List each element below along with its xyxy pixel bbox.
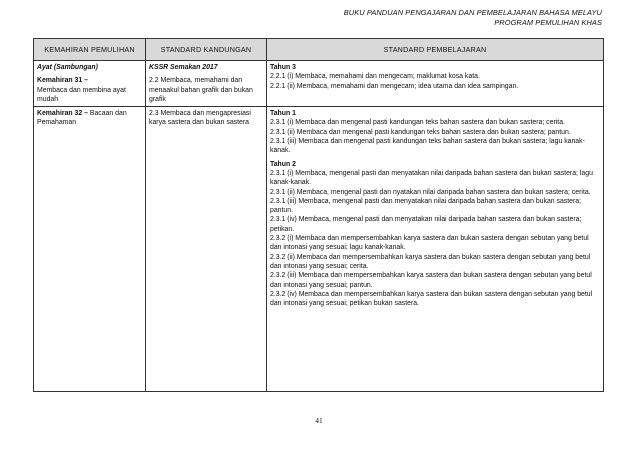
row1-kssr-heading: KSSR Semakan 2017: [149, 64, 218, 71]
row2-kemahiran-cell: [34, 107, 146, 392]
document-header-program: PROGRAM PEMULIHAN KHAS: [494, 18, 602, 27]
list-item: 2.3.2 (iv) Membaca dan mempersembahkan karya sastera dan bukan sastera dengan sebutan yang betul dan intonasi yang sesuai; petikan bukan sastera.: [270, 290, 593, 308]
column-header-standard-kandungan: STANDARD KANDUNGAN: [146, 39, 267, 61]
list-item: 2.3.2 (ii) Membaca dan mempersembahkan karya sastera dan bukan sastera dengan sebutan yang betul dan intonasi yang sesuai; cerita.: [270, 253, 591, 270]
list-item: 2.3.2 (iii) Membaca dan mempersembahkan karya sastera dan bukan sastera dengan sebutan yang betul dan intonasi yang sesuai; pantun.: [270, 272, 592, 289]
list-item: 2.3.1 (iv) Membaca, mengenal pasti dan menyatakan nilai daripada bahan sastera dan bukan sastera; petikan.: [270, 216, 582, 233]
row1-standard-pembelajaran-cell: [267, 61, 604, 107]
list-item: 2.3.1 (ii) Membaca, mengenal pasti dan nyatakan nilai daripada bahan sastera dan bukan sastera; cerita.: [270, 188, 591, 196]
row1-standard-kandungan-text: 2.2 Membaca, memahami dan menaakul bahan grafik dan bukan grafik: [149, 77, 253, 103]
column-header-standard-pembelajaran: STANDARD PEMBELAJARAN: [267, 39, 604, 61]
column-header-kemahiran: KEMAHIRAN PEMULIHAN: [34, 39, 146, 61]
table-row: [34, 61, 604, 107]
curriculum-table: [33, 38, 604, 392]
row1-standard-kandungan-cell: [146, 61, 267, 107]
row1-skill-title: Kemahiran 31 –: [37, 77, 88, 85]
list-item: 2.2.1 (i) Membaca, memahami dan mengecam; maklumat kosa kata.: [270, 73, 480, 81]
row1-tahun-heading: Tahun 3: [270, 64, 296, 71]
list-item: 2.3.2 (i) Membaca dan mempersembahkan karya sastera dan bukan sastera dengan sebutan yang betul dan intonasi yang sesuai; lagu kanak-kanak.: [270, 235, 589, 252]
list-item: 2.3.1 (i) Membaca, mengenal pasti dan menyatakan nilai daripada bahan sastera dan bukan sastera; lagu kanak-kanak.: [270, 169, 593, 187]
tahun2-heading: Tahun 2: [270, 160, 296, 168]
row2-standard-kandungan-text: 2.3 Membaca dan mengapresiasi karya sastera dan bukan sastera: [149, 110, 251, 127]
list-item: 2.3.1 (i) Membaca dan mengenal pasti kandungan teks bahan sastera dan bukan sastera; cerita.: [270, 119, 565, 127]
row1-skill-text: Membaca dan membina ayat mudah: [37, 86, 126, 103]
table-header-row: [34, 39, 604, 61]
page-number: 41: [315, 416, 323, 425]
list-item: 2.3.1 (iii) Membaca dan mengenal pasti kandungan teks bahan sastera dan bukan sastera; lagu kanak-kanak.: [270, 138, 585, 155]
row1-kemahiran-cell: [34, 61, 146, 107]
row2-standard-kandungan-cell: [146, 107, 267, 392]
document-header-title: BUKU PANDUAN PENGAJARAN DAN PEMBELAJARAN BAHASA MELAYU: [343, 8, 602, 17]
tahun1-heading: Tahun 1: [270, 110, 296, 118]
row2-standard-pembelajaran-cell: [267, 107, 604, 392]
list-item: 2.3.1 (ii) Membaca dan mengenal pasti kandungan teks bahan sastera dan bukan sastera; pantun.: [270, 128, 571, 136]
list-item: 2.3.1 (iii) Membaca, mengenal pasti dan menyatakan nilai daripada bahan sastera dan bukan sastera; pantun.: [270, 197, 582, 215]
row2-skill-text: Bacaan dan Pemahaman: [37, 110, 127, 127]
row2-skill-title: Kemahiran 32 –: [37, 110, 88, 118]
list-item: 2.2.1 (ii) Membaca, memahami dan mengecam; idea utama dan idea sampingan.: [270, 82, 519, 90]
table-row: [34, 107, 604, 392]
row1-section-heading: Ayat (Sambungan): [37, 64, 98, 71]
